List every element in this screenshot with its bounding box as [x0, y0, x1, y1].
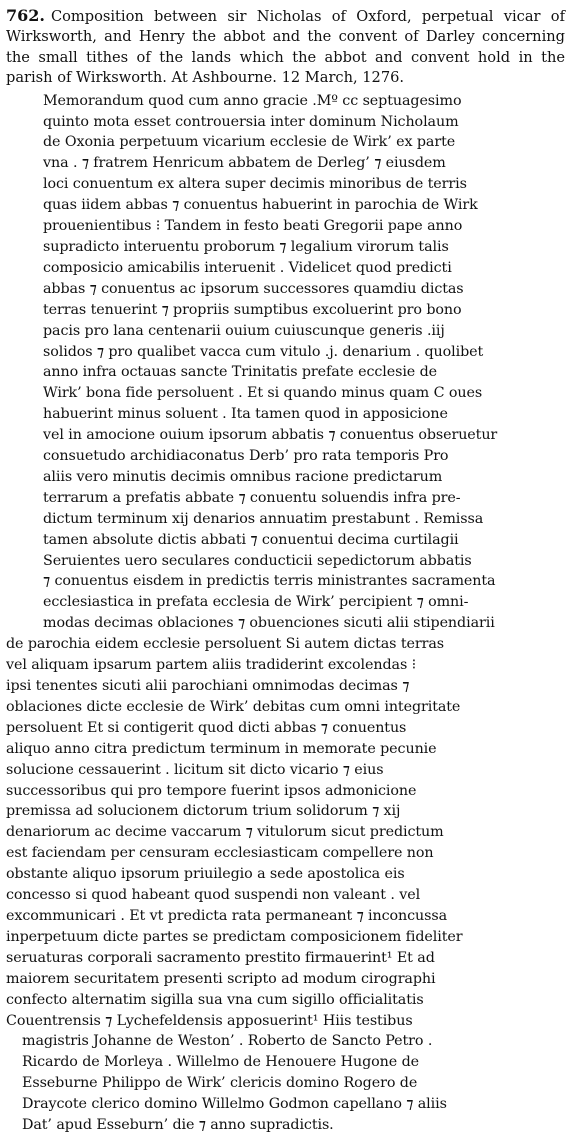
text-line: terras tenuerint ⁊ propriis sumptibus excoluerint pro bono [43, 301, 462, 318]
text-line: magistris Johanne de Weston’ . Roberto de Sancto Petro . [22, 1033, 433, 1050]
body-indented-block [6, 91, 565, 635]
text-line: est faciendam per censuram ecclesiasticam compellere non [6, 845, 434, 862]
text-line: denariorum ac decime vaccarum ⁊ vitulorum sicut predictum [6, 824, 444, 841]
text-line: Seruientes uero seculares conducticii sepedictorum abbatis [43, 552, 472, 569]
text-line: terrarum a prefatis abbate ⁊ conuentu soluendis infra pre- [43, 489, 461, 506]
text-line: maiorem securitatem presenti scripto ad modum cirographi [6, 970, 436, 987]
text-line: pacis pro lana centenarii ouium cuiuscunque generis .iij [43, 322, 445, 339]
text-line: quas iidem abbas ⁊ conuentus habuerint in parochia de Wirk [43, 197, 478, 214]
entry-heading-text: Composition between sir Nicholas of Oxford, perpetual vicar of Wirksworth, and Henry the abbot and the convent of Darley concerning the small tithes of the lands which the abbot and convent hold in the parish of Wirksworth. At Ashbourne. 12 March, 1276. [6, 8, 565, 87]
text-line: concesso si quod habeant quod suspendi non valeant . vel [6, 887, 421, 904]
text-line: excommunicari . Et vt predicta rata permaneant ⁊ inconcussa [6, 907, 448, 924]
text-line: quinto mota esset controuersia inter dominum Nicholaum [43, 113, 459, 130]
text-line: tamen absolute dictis abbati ⁊ conuentui decima curtilagii [43, 531, 459, 548]
text-line: de Oxonia perpetuum vicarium ecclesie de Wirk’ ex parte [43, 134, 456, 151]
text-line: solucione cessauerint . licitum sit dicto vicario ⁊ eius [6, 761, 384, 778]
text-line: Esseburne Philippo de Wirk’ clericis domino Rogero de [22, 1075, 418, 1092]
text-line: vna . ⁊ fratrem Henricum abbatem de Derleg’ ⁊ eiusdem [43, 155, 446, 172]
text-line: ipsi tenentes sicuti alii parochiani omnimodas decimas ⁊ [6, 678, 410, 694]
text-line: aliquo anno citra predictum terminum in memorate pecunie [6, 740, 437, 757]
text-line: premissa ad solucionem dictorum trium solidorum ⁊ xij [6, 803, 401, 820]
text-line: Dat’ apud Esseburn’ die ⁊ anno supradictis. [22, 1117, 334, 1134]
text-line: consuetudo archidiaconatus Derb’ pro rata temporis Pro [43, 448, 449, 465]
text-line: successoribus qui pro tempore fuerint ipsos admonicione [6, 782, 417, 799]
text-line: supradicto interuentu proborum ⁊ legalium virorum talis [43, 238, 449, 255]
text-line: de parochia eidem ecclesie persoluent Si autem dictas terras [6, 636, 444, 653]
text-line: anno infra octauas sancte Trinitatis prefate ecclesie de [43, 364, 438, 381]
text-line: aliis vero minutis decimis omnibus racione predictarum [43, 468, 443, 485]
text-line: modas decimas oblaciones ⁊ obuenciones sicuti alii stipendiarii [43, 615, 495, 632]
text-line: obstante aliquo ipsorum priuilegio a sede apostolica eis [6, 866, 405, 883]
text-line: Ricardo de Morleya . Willelmo de Henouere Hugone de [22, 1054, 419, 1071]
text-line: Wirk’ bona fide persoluent . Et si quando minus quam C oues [43, 385, 483, 402]
text-line: composicio amicabilis interuenit . Videlicet quod predicti [43, 259, 452, 276]
text-line: prouenientibus ⁝ Tandem in festo beati Gregorii pape anno [43, 218, 463, 235]
text-line: confecto alternatim sigilla sua vna cum sigillo officialitatis [6, 991, 424, 1008]
text-line: oblaciones dicte ecclesie de Wirk’ debitas cum omni integritate [6, 698, 461, 715]
text-line: Couentrensis ⁊ Lychefeldensis apposuerint¹ Hiis testibus [6, 1012, 413, 1029]
entry-number: 762. [6, 6, 45, 25]
text-line: persoluent Et si contigerit quod dicti abbas ⁊ conuentus [6, 719, 407, 736]
text-line: loci conuentum ex altera super decimis minoribus de terris [43, 176, 467, 193]
text-line: Memorandum quod cum anno gracie .Mº cc septuagesimo [43, 92, 462, 109]
text-line: Draycote clerico domino Willelmo Godmon capellano ⁊ aliis [22, 1096, 447, 1113]
entry-heading [6, 6, 565, 89]
text-line: habuerint minus soluent . Ita tamen quod in apposicione [43, 406, 448, 423]
text-line: ecclesiastica in prefata ecclesia de Wirk’ percipient ⁊ omni- [43, 594, 469, 611]
text-line: dictum terminum xij denarios annuatim prestabunt . Remissa [43, 510, 484, 527]
text-line: solidos ⁊ pro qualibet vacca cum vitulo .j. denarium . quolibet [43, 343, 484, 360]
text-line: vel aliquam ipsarum partem aliis tradiderint excolendas ⁝ [6, 657, 417, 674]
text-line: seruaturas corporali sacramento prestito firmauerint¹ Et ad [6, 949, 435, 966]
text-line: vel in amocione ouium ipsorum abbatis ⁊ conuentus obseruetur [43, 427, 498, 444]
body-flush-block [6, 634, 565, 1136]
text-line: inperpetuum dicte partes se predictam composicionem fideliter [6, 928, 463, 945]
text-line: abbas ⁊ conuentus ac ipsorum successores quamdiu dictas [43, 280, 464, 297]
text-line: ⁊ conuentus eisdem in predictis terris ministrantes sacramenta [43, 573, 496, 590]
